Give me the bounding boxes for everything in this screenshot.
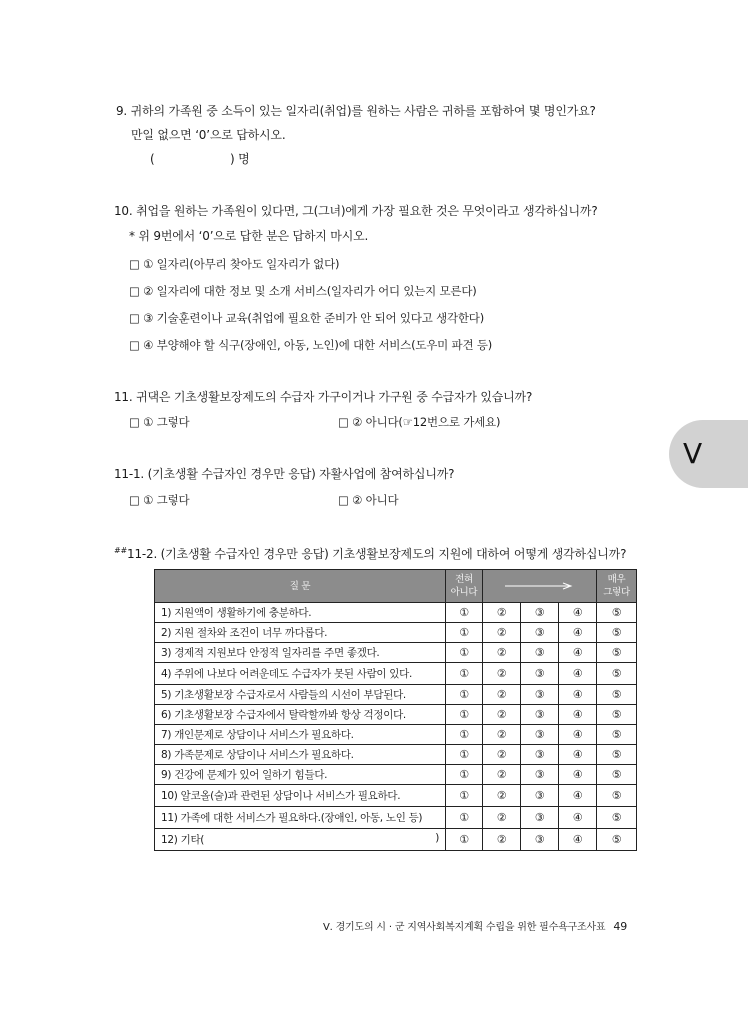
scale-option-4[interactable]: ④: [559, 785, 597, 807]
q11-option-1[interactable]: □ ① 그렇다: [129, 415, 190, 429]
scale-option-4[interactable]: ④: [559, 603, 597, 623]
question-item: 10) 알코올(술)과 관련된 상담이나 서비스가 필요하다.: [155, 785, 446, 807]
scale-option-5[interactable]: ⑤: [597, 725, 637, 745]
q9-text: 9. 귀하의 가족원 중 소득이 있는 일자리(취업)를 원하는 사람은 귀하를 포함하여 몇 명인가요?: [116, 104, 596, 118]
scale-option-5[interactable]: ⑤: [597, 643, 637, 663]
table-row: [155, 829, 637, 851]
scale-option-3[interactable]: ③: [521, 745, 559, 765]
q11-2-heading: [114, 543, 626, 562]
question-item: 7) 개인문제로 상담이나 서비스가 필요하다.: [155, 725, 446, 745]
scale-option-5[interactable]: ⑤: [597, 705, 637, 725]
scale-option-3[interactable]: ③: [521, 603, 559, 623]
table-row: [155, 725, 637, 745]
footer-title: Ⅴ. 경기도의 시 · 군 지역사회복지계획 수립을 위한 필수욕구조사표: [323, 922, 606, 933]
scale-option-3[interactable]: ③: [521, 725, 559, 745]
table-row: [155, 685, 637, 705]
q10-text: 10. 취업을 원하는 가족원이 있다면, 그(그녀)에게 가장 필요한 것은 무엇이라고 생각하십니까?: [114, 204, 598, 218]
q10-option-1[interactable]: □ ① 일자리(아무리 찾아도 일자리가 없다): [129, 257, 340, 271]
scale-option-4[interactable]: ④: [559, 685, 597, 705]
scale-option-1[interactable]: ①: [446, 623, 483, 643]
scale-option-2[interactable]: ②: [483, 643, 521, 663]
header-strongly-disagree: 전혀 아니다: [446, 570, 483, 603]
q9-instruction: 만일 없으면 ‘0’으로 답하시오.: [131, 128, 286, 142]
chapter-tab: [669, 420, 748, 488]
table-row: [155, 603, 637, 623]
question-item: 1) 지원액이 생활하기에 충분하다.: [155, 603, 446, 623]
header-question: 질 문: [155, 570, 446, 603]
q10-note: * 위 9번에서 ‘0’으로 답한 분은 답하지 마시오.: [129, 229, 369, 243]
scale-option-4[interactable]: ④: [559, 765, 597, 785]
table-row: [155, 643, 637, 663]
scale-option-4[interactable]: ④: [559, 623, 597, 643]
q11-option-2[interactable]: □ ② 아니다(☞12번으로 가세요): [338, 415, 501, 429]
page-number: 49: [613, 920, 627, 933]
table-row: [155, 745, 637, 765]
table-row: [155, 785, 637, 807]
question-item: 6) 기초생활보장 수급자에서 탈락할까봐 항상 걱정이다.: [155, 705, 446, 725]
scale-option-4[interactable]: ④: [559, 829, 597, 851]
chapter-tab-label: V: [683, 437, 703, 470]
scale-option-5[interactable]: ⑤: [597, 785, 637, 807]
q11-2-mark: ##: [114, 546, 128, 555]
scale-option-5[interactable]: ⑤: [597, 807, 637, 829]
scale-option-2[interactable]: ②: [483, 745, 521, 765]
scale-option-4[interactable]: ④: [559, 705, 597, 725]
scale-option-5[interactable]: ⑤: [597, 663, 637, 685]
scale-option-4[interactable]: ④: [559, 807, 597, 829]
table-row: [155, 705, 637, 725]
scale-option-2[interactable]: ②: [483, 765, 521, 785]
question-item: 9) 건강에 문제가 있어 일하기 힘들다.: [155, 765, 446, 785]
scale-option-2[interactable]: ②: [483, 603, 521, 623]
scale-option-3[interactable]: ③: [521, 807, 559, 829]
q11-1-option-2[interactable]: □ ② 아니다: [338, 493, 399, 507]
scale-option-1[interactable]: ①: [446, 765, 483, 785]
table-row: [155, 663, 637, 685]
q11-1-text: 11-1. (기초생활 수급자인 경우만 응답) 자활사업에 참여하십니까?: [114, 467, 455, 481]
scale-option-3[interactable]: ③: [521, 685, 559, 705]
scale-option-3[interactable]: ③: [521, 829, 559, 851]
question-item: 11) 가족에 대한 서비스가 필요하다.(장애인, 아동, 노인 등): [155, 807, 446, 829]
scale-option-3[interactable]: ③: [521, 705, 559, 725]
scale-option-1[interactable]: ①: [446, 663, 483, 685]
table-row: [155, 765, 637, 785]
q11-text: 11. 귀댁은 기초생활보장제도의 수급자 가구이거나 가구원 중 수급자가 있습니까?: [114, 390, 533, 404]
scale-option-2[interactable]: ②: [483, 807, 521, 829]
scale-option-2[interactable]: ②: [483, 685, 521, 705]
q10-option-3[interactable]: □ ③ 기술훈련이나 교육(취업에 필요한 준비가 안 되어 있다고 생각한다): [129, 311, 484, 325]
scale-option-5[interactable]: ⑤: [597, 745, 637, 765]
q9-answer-close: ) 명: [230, 152, 250, 166]
scale-arrow-icon: [505, 582, 575, 590]
scale-option-4[interactable]: ④: [559, 725, 597, 745]
scale-option-3[interactable]: ③: [521, 623, 559, 643]
scale-option-1[interactable]: ①: [446, 603, 483, 623]
scale-option-4[interactable]: ④: [559, 745, 597, 765]
scale-option-2[interactable]: ②: [483, 705, 521, 725]
scale-option-2[interactable]: ②: [483, 785, 521, 807]
scale-option-1[interactable]: ①: [446, 807, 483, 829]
scale-option-2[interactable]: ②: [483, 623, 521, 643]
scale-option-5[interactable]: ⑤: [597, 603, 637, 623]
header-scale-arrow: [483, 570, 597, 603]
question-item: 3) 경제적 지원보다 안정적 일자리를 주면 좋겠다.: [155, 643, 446, 663]
scale-option-3[interactable]: ③: [521, 663, 559, 685]
header-strongly-agree: 매우 그렇다: [597, 570, 637, 603]
scale-option-2[interactable]: ②: [483, 725, 521, 745]
page-footer: [323, 918, 627, 933]
scale-option-2[interactable]: ②: [483, 829, 521, 851]
table-header-row: [155, 570, 637, 603]
question-item: 4) 주위에 나보다 어려운데도 수급자가 못된 사람이 있다.: [155, 663, 446, 685]
question-item: 2) 지원 절차와 조건이 너무 까다롭다.: [155, 623, 446, 643]
scale-option-1[interactable]: ①: [446, 705, 483, 725]
scale-option-5[interactable]: ⑤: [597, 765, 637, 785]
scale-option-1[interactable]: ①: [446, 745, 483, 765]
scale-option-3[interactable]: ③: [521, 765, 559, 785]
q9-answer-open: (: [150, 152, 155, 166]
survey-table: [154, 569, 637, 851]
scale-option-2[interactable]: ②: [483, 663, 521, 685]
scale-option-1[interactable]: ①: [446, 725, 483, 745]
scale-option-1[interactable]: ①: [446, 643, 483, 663]
q10-option-4[interactable]: □ ④ 부양해야 할 식구(장애인, 아동, 노인)에 대한 서비스(도우미 파견 등): [129, 338, 493, 352]
scale-option-1[interactable]: ①: [446, 785, 483, 807]
scale-option-5[interactable]: ⑤: [597, 685, 637, 705]
question-item: 8) 가족문제로 상담이나 서비스가 필요하다.: [155, 745, 446, 765]
scale-option-5[interactable]: ⑤: [597, 623, 637, 643]
q11-2-text: 11-2. (기초생활 수급자인 경우만 응답) 기초생활보장제도의 지원에 대하여 어떻게 생각하십니까?: [127, 547, 627, 561]
scale-option-4[interactable]: ④: [559, 663, 597, 685]
scale-option-3[interactable]: ③: [521, 785, 559, 807]
table-row: [155, 807, 637, 829]
question-item: 12) 기타( ): [155, 829, 446, 851]
scale-option-4[interactable]: ④: [559, 643, 597, 663]
scale-option-1[interactable]: ①: [446, 685, 483, 705]
scale-option-3[interactable]: ③: [521, 643, 559, 663]
table-row: [155, 623, 637, 643]
scale-option-5[interactable]: ⑤: [597, 829, 637, 851]
q11-1-option-1[interactable]: □ ① 그렇다: [129, 493, 190, 507]
question-item: 5) 기초생활보장 수급자로서 사람들의 시선이 부담된다.: [155, 685, 446, 705]
q10-option-2[interactable]: □ ② 일자리에 대한 정보 및 소개 서비스(일자리가 어디 있는지 모른다): [129, 284, 477, 298]
scale-option-1[interactable]: ①: [446, 829, 483, 851]
